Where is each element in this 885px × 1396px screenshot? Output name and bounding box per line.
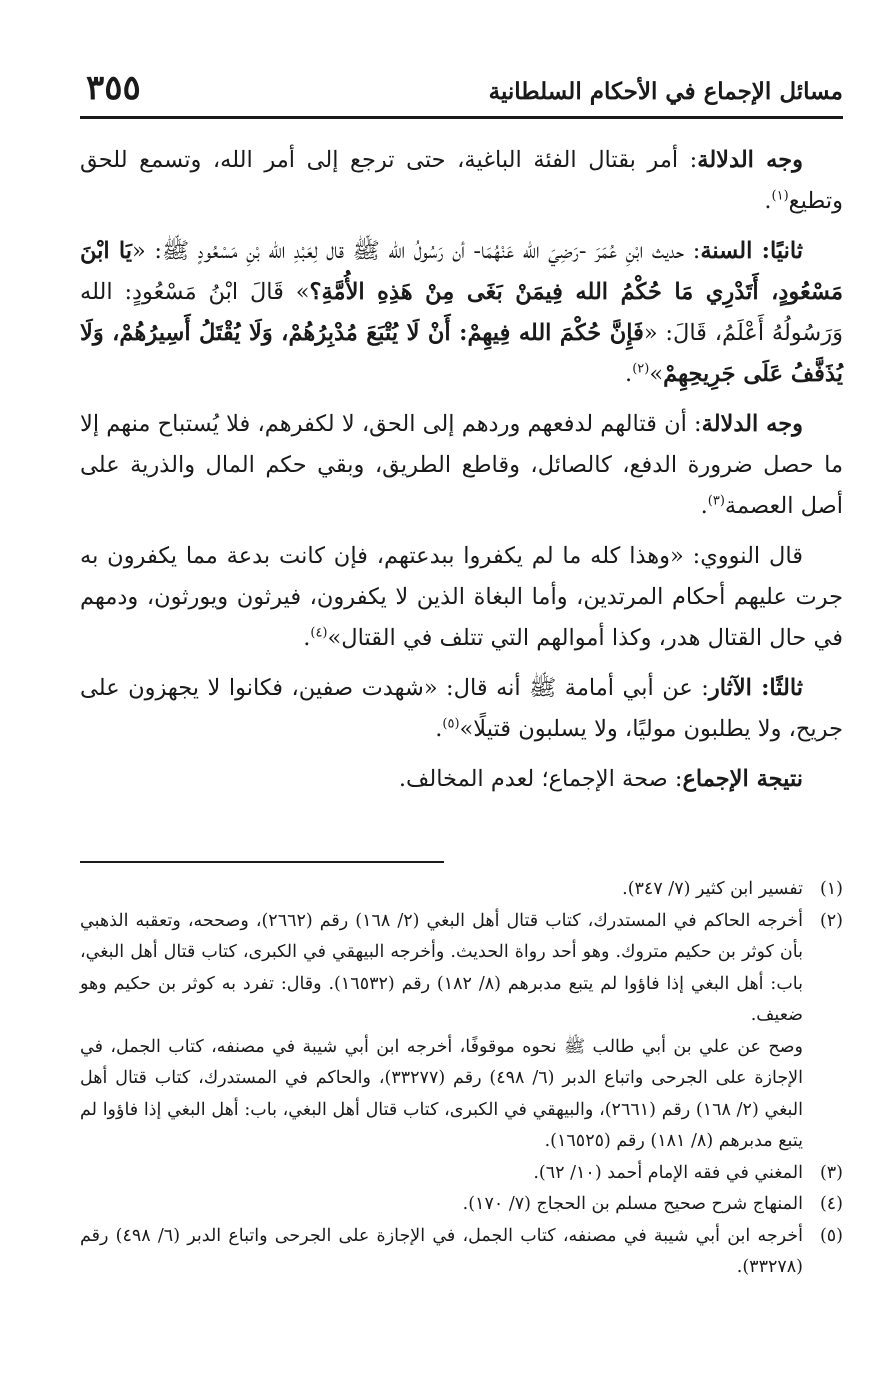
- paragraph-text: : صحة الإجماع؛ لعدم المخالف.: [398, 766, 683, 792]
- footnote-number: (١): [819, 879, 843, 899]
- hadith-quote: يَا ابْنَ مَسْعُودٍ، أَتَدْرِي مَا حُكْمُ الله فِيمَنْ بَغَى مِنْ هَذِهِ الأُمَّةِ؟: [80, 238, 844, 305]
- paragraph-3: وجه الدلالة: أن قتالهم لدفعهم وردهم إلى الحق، لا لكفرهم، فلا يُستباح منهم إلا ما حصل ضرورة الدفع، كالصائل، وقاطع الطريق، وبقي حكم المال والذرية على أصل العصمة$^{(٣)}$.: [80, 411, 843, 519]
- footnote-1: [80, 874, 843, 906]
- footnote-text: المنهاج شرح صحيح مسلم بن الحجاج (٧/ ١٧٠).: [462, 1194, 803, 1214]
- footnote-5: [80, 1221, 843, 1284]
- paragraph-1: وجه الدلالة: أمر بقتال الفئة الباغية، حتى ترجع إلى أمر الله، وتسمع للحق وتطيع$^{(١)}$.: [80, 147, 843, 214]
- footnotes: [80, 874, 843, 1284]
- footnote-ref[interactable]: (٣): [707, 493, 725, 509]
- hadith-quote: فَإِنَّ حُكْمَ الله فِيهِمْ: أَنْ لَا يُتْبَعَ مُدْبِرُهُمْ، وَلَا يُقْتَلُ أَسِيرُهُمْ، وَلَا يُذَفَّفُ عَلَى جَرِيحِهِمْ: [80, 320, 843, 387]
- paragraph-label: وجه الدلالة: [701, 411, 803, 437]
- paragraph-6: [80, 759, 843, 800]
- paragraph-text: : أمر بقتال الفئة الباغية، حتى ترجع إلى أمر الله، وتسمع للحق وتطيع: [80, 147, 843, 214]
- footnote-number: (٢): [819, 910, 843, 931]
- footnote-text: المغني في فقه الإمام أحمد (١٠/ ٦٢).: [533, 1162, 803, 1183]
- main-text: [80, 140, 843, 809]
- paragraph-label: ثانيًا: السنة: [700, 238, 803, 264]
- paragraph-text: قال النووي: «وهذا كله ما لم يكفروا ببدعتهم، فإن كانت بدعة مما يكفرون به جرت عليهم أحكام المرتدين، وأما البغاة الذين لا يكفرون، فيرثون ويورثون، ودمهم في حال القتال هدر، وكذا أموالهم التي تتلف في القتال»: [80, 543, 843, 651]
- paragraph-text: : أن قتالهم لدفعهم وردهم إلى الحق، لا لكفرهم، فلا يُستباح منهم إلا ما حصل ضرورة الدفع، كالصائل، وقاطع الطريق، وبقي حكم المال والذرية على أصل العصمة: [80, 411, 843, 519]
- footnote-3: [80, 1158, 843, 1190]
- paragraph-2: ثانيًا: السنة: حديث ابْنِ عُمَرَ -رَضِيَ الله عَنْهُمَا- أن رَسُولُ الله ﷺ قال لِعَبْدِ الله بْنِ مَسْعُودٍ ﷺ: «يَا ابْنَ مَسْعُودٍ، أَتَدْرِي مَا حُكْمُ الله فِيمَنْ بَغَى مِنْ هَذِهِ الأُمَّةِ؟» قَالَ ابْنُ مَسْعُودٍ: الله وَرَسُولُهُ أَعْلَمُ، قَالَ: «فَإِنَّ حُكْمَ الله فِيهِمْ: أَنْ لَا يُتْبَعَ مُدْبِرُهُمْ، وَلَا يُقْتَلُ أَسِيرُهُمْ، وَلَا يُذَفَّفُ عَلَى جَرِيحِهِمْ»$^{(٢)}$.: [80, 238, 844, 387]
- footnote-ref[interactable]: (٥): [442, 716, 460, 732]
- page-number: ٣٥٥: [86, 68, 141, 108]
- footnote-ref[interactable]: (١): [771, 188, 789, 204]
- paragraph-label: ثالثًا: الآثار: [708, 675, 804, 701]
- footnote-number: (٤): [819, 1194, 843, 1214]
- footnote-number: (٥): [819, 1225, 843, 1246]
- paragraph-5: ثالثًا: الآثار: عن أبي أمامة ﷺ أنه قال: «شهدت صفين، فكانوا لا يجهزون على جريح، ولا يطلبون موليًا، ولا يسلبون قتيلًا»$^{(٥)}$.: [80, 675, 843, 742]
- paragraph-text: : حديث ابْنِ عُمَرَ -رَضِيَ الله عَنْهُمَا- أن رَسُولُ الله ﷺ قال لِعَبْدِ الله بْنِ مَسْعُودٍ ﷺ: «: [132, 238, 701, 264]
- footnote-ref[interactable]: (٢): [632, 361, 650, 377]
- footnote-ref[interactable]: (٤): [310, 625, 328, 641]
- running-title: مسائل الإجماع في الأحكام السلطانية: [488, 78, 843, 105]
- footnote-text: أخرجه الحاكم في المستدرك، كتاب قتال أهل البغي (٢/ ١٦٨) رقم (٢٦٦٢)، وصححه، وتعقبه الذهبي بأن كوثر بن حكيم متروك. وهو أحد رواة الحديث. وأخرجه البيهقي في الكبرى، كتاب قتال أهل البغي، باب: أهل البغي إذا فاؤوا لم يتبع مدبرهم (٨/ ١٨٢) رقم (١٦٥٣٢). وقال: تفرد به كوثر بن حكيم وهو ضعيف.: [80, 910, 803, 1025]
- footnote-2: [80, 906, 843, 1158]
- paragraph-label: وجه الدلالة: [697, 147, 804, 173]
- footnote-continuation: وصح عن علي بن أبي طالب ﷺ نحوه موقوفًا، أخرجه ابن أبي شيبة في مصنفه، كتاب الجمل، في الإجازة على الجرحى واتباع الدبر (٦/ ٤٩٨) رقم (٣٣٢٧٧)، والحاكم في المستدرك، كتاب قتال أهل البغي (٢/ ١٦٨) رقم (٢٦٦١)، والبيهقي في الكبرى، كتاب قتال أهل البغي، باب: أهل البغي إذا فاؤوا لم يتبع مدبرهم (٨/ ١٨١) رقم (١٦٥٢٥).: [80, 1036, 803, 1151]
- footnote-text: تفسير ابن كثير (٧/ ٣٤٧).: [622, 879, 803, 899]
- footnote-4: [80, 1189, 843, 1221]
- footnote-text: أخرجه ابن أبي شيبة في مصنفه، كتاب الجمل، في الإجازة على الجرحى واتباع الدبر (٦/ ٤٩٨) رقم (٣٣٢٧٨).: [80, 1225, 803, 1277]
- paragraph-label: نتيجة الإجماع: [682, 766, 803, 792]
- footnote-number: (٣): [819, 1162, 843, 1183]
- page-header: [80, 64, 843, 119]
- paragraph-4: قال النووي: «وهذا كله ما لم يكفروا ببدعتهم، فإن كانت بدعة مما يكفرون به جرت عليهم أحكام المرتدين، وأما البغاة الذين لا يكفرون، فيرثون ويورثون، ودمهم في حال القتال هدر، وكذا أموالهم التي تتلف في القتال»$^{(٤)}$.: [80, 543, 843, 651]
- paragraph-text: » قَالَ ابْنُ مَسْعُودٍ: الله وَرَسُولُهُ أَعْلَمُ، قَالَ: «: [80, 279, 844, 346]
- footnote-separator: [80, 861, 444, 863]
- paragraph-text: : عن أبي أمامة ﷺ أنه قال: «شهدت صفين، فكانوا لا يجهزون على جريح، ولا يطلبون موليًا، ولا يسلبون قتيلًا»: [80, 675, 843, 742]
